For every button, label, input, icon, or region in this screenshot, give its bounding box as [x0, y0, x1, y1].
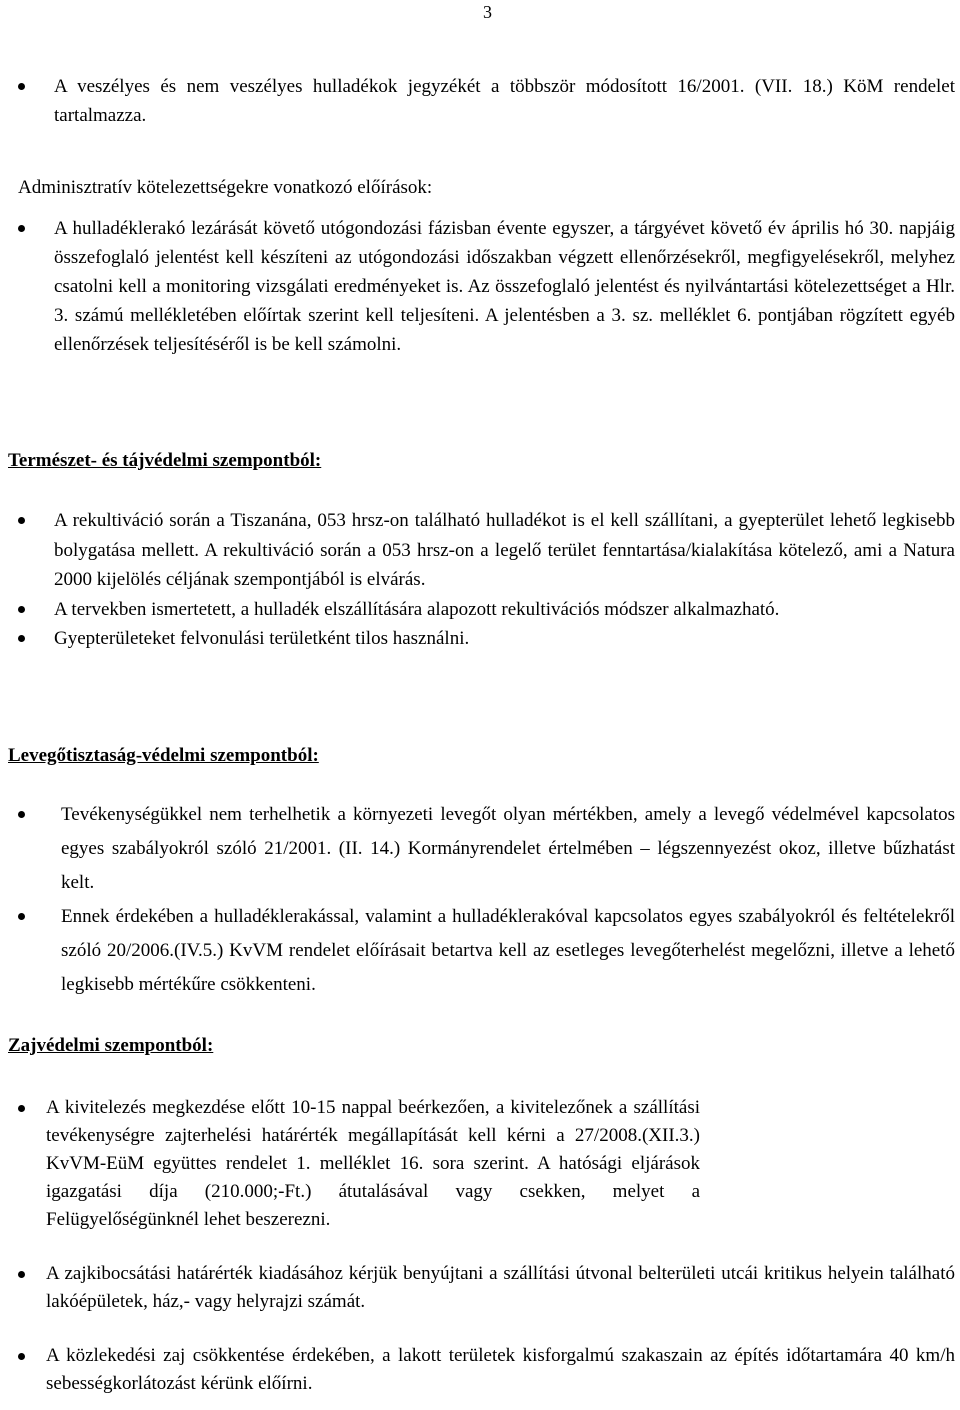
list-item	[0, 900, 960, 1002]
noise-list	[0, 1094, 960, 1398]
bullet-icon	[18, 225, 25, 232]
list-item	[0, 214, 960, 359]
admin-list	[0, 214, 960, 359]
list-item	[0, 595, 960, 625]
intro-block	[0, 72, 960, 130]
list-item-text: A kivitelezés megkezdése előtt 10-15 nappal beérkezően, a kivitelezőnek a szállítási tevékenységre zajterhelési határérték megállapítását kell kérni a 27/2008.(XII.3.) KvVM-EüM együttes rendelet 1. melléklet 16. sora szerint. A hatósági eljárások igazgatási díja (210.000;-Ft.) átutalásával vagy csekken, melyet a Felügyelőségünknél lehet beszerezni.	[46, 1097, 700, 1230]
air-list	[0, 798, 960, 1002]
section-title-air: Levegőtisztaság-védelmi szempontból:	[8, 745, 319, 766]
page-number: 3	[483, 2, 492, 22]
admin-block	[0, 214, 960, 359]
bullet-icon	[18, 635, 25, 642]
list-item-text: A veszélyes és nem veszélyes hulladékok jegyzékét a többször módosított 16/2001. (VII. 18.) KöM rendelet tartalmazza.	[54, 76, 955, 126]
list-item-text: A hulladéklerakó lezárását követő utógondozási fázisban évente egyszer, a tárgyévet követő év április hó 30. napjáig összefoglaló jelentést kell készíteni az utógondozási időszakban végzett ellenőrzésekről, megfigyelésekről, melyhez csatolni kell a monitoring vizsgálati eredményeket is. Az összefoglaló jelentést és nyilvántartási kötelezettséget a Hlr. 3. számú mellékletében előírtak szerint kell teljesíteni. A jelentésben a 3. sz. melléklet 6. pontjában rögzített egyéb ellenőrzések teljesítéséről is be kell számolni.	[54, 218, 955, 355]
bullet-icon	[18, 811, 25, 818]
nature-block	[0, 506, 960, 654]
list-item	[0, 624, 960, 654]
nature-list	[0, 506, 960, 654]
admin-heading: Adminisztratív kötelezettségekre vonatkozó előírások:	[18, 177, 433, 198]
bullet-icon	[18, 913, 25, 920]
section-title-nature: Természet- és tájvédelmi szempontból:	[8, 450, 322, 471]
list-item	[0, 1342, 960, 1398]
list-item	[0, 798, 960, 900]
list-item-text: Gyepterületeket felvonulási területként tilos használni.	[54, 628, 470, 649]
bullet-icon	[18, 1105, 25, 1112]
list-item-text: Ennek érdekében a hulladéklerakással, valamint a hulladéklerakóval kapcsolatos egyes szabályokról és feltételekről szóló 20/2006.(IV.5.) KvVM rendelet előírásait betartva kell az esetleges levegőterhelést megelőzni, illetve a lehető legkisebb mértékűre csökkenteni.	[61, 906, 955, 995]
air-block	[0, 798, 960, 1002]
list-item-text: A tervekben ismertetett, a hulladék elszállítására alapozott rekultivációs módszer alkalmazható.	[54, 598, 780, 620]
section-title-noise: Zajvédelmi szempontból:	[8, 1035, 214, 1056]
list-item	[0, 72, 960, 130]
bullet-icon	[18, 1353, 25, 1360]
bullet-icon	[18, 606, 25, 613]
intro-list	[0, 72, 960, 130]
list-item-text: Tevékenységükkel nem terhelhetik a környezeti levegőt olyan mértékben, amely a levegő védelmével kapcsolatos egyes szabályokról szóló 21/2001. (II. 14.) Kormányrendelet értelmében – légszennyezést okoz, illetve bűzhatást kelt.	[61, 804, 955, 893]
list-item-text: A rekultiváció során a Tiszanána, 053 hrsz-on található hulladékot is el kell szállítani, a gyepterület lehető legkisebb bolygatása mellett. A rekultiváció során a 053 hrsz-on a legelő terület fenntartása/kialakítása kötelező, ami a Natura 2000 kijelölés céljának szempontjából is elvárás.	[54, 510, 955, 590]
bullet-icon	[18, 1271, 25, 1278]
noise-block	[0, 1094, 960, 1398]
list-item	[0, 1094, 960, 1234]
list-item-text: A zajkibocsátási határérték kiadásához kérjük benyújtani a szállítási útvonal belterületi utcái kritikus helyein található lakóépületek, ház,- vagy helyrajzi számát.	[46, 1263, 955, 1312]
list-item-text: A közlekedési zaj csökkentése érdekében, a lakott területek kisforgalmú szakaszain az építés időtartamára 40 km/h sebességkorlátozást kérünk előírni.	[46, 1345, 955, 1394]
bullet-icon	[18, 83, 25, 90]
bullet-icon	[18, 517, 25, 524]
list-item	[0, 1260, 960, 1316]
list-item	[0, 506, 960, 595]
